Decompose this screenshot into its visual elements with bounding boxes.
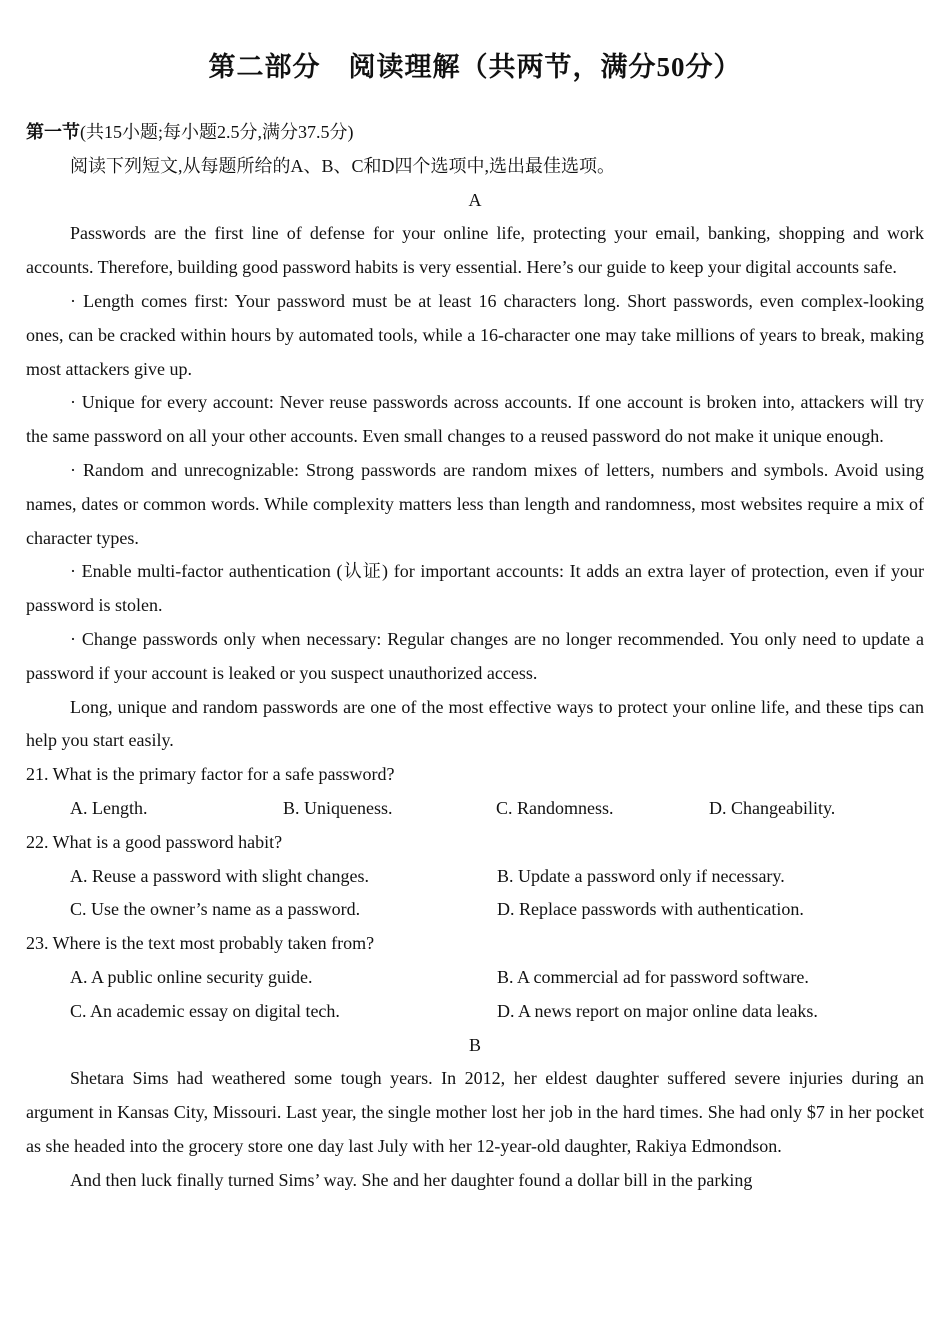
option-row [26,961,924,995]
question-21 [26,758,924,826]
question-stem: 23. Where is the text most probably taken from? [26,933,375,954]
question-stem: 22. What is a good password habit? [26,831,283,852]
option-d[interactable]: D. Replace passwords with authentication. [497,899,804,920]
option-row [26,860,924,894]
passage-a-bullet: · Length comes first: Your password must be at least 16 characters long. Short passwords, even complex-looking ones, can be cracked within hours by automated tools, while a 16-character one may take millions of years to break, making most attackers give up. [26,290,924,379]
option-c[interactable]: C. Randomness. [496,797,614,818]
option-b[interactable]: B. Uniqueness. [283,797,393,818]
option-row [26,792,924,826]
instruction: 阅读下列短文,从每题所给的A、B、C和D四个选项中,选出最佳选项。 [70,155,616,176]
option-b[interactable]: B. A commercial ad for password software. [497,966,809,987]
section-heading-line [26,116,924,150]
passage-a-bullet: · Random and unrecognizable: Strong passwords are random mixes of letters, numbers and symbols. Avoid using names, dates or common words. While complexity matters less than length and randomness, most websites require a mix of character types. [26,459,924,548]
section-note: (共15小题;每小题2.5分,满分37.5分) [80,122,354,142]
option-d[interactable]: D. A news report on major online data leaks. [497,1000,818,1021]
option-a[interactable]: A. Length. [70,797,148,818]
passage-b-label: B [468,1034,481,1055]
option-row [26,995,924,1029]
option-a[interactable]: A. Reuse a password with slight changes. [70,865,369,886]
passage-a-intro: Passwords are the first line of defense for your online life, protecting your email, banking, shopping and work accounts. Therefore, building good password habits is very essential. Here’s our guide to keep your digital accounts safe. [26,223,924,278]
option-a[interactable]: A. A public online security guide. [70,966,313,987]
option-row [26,893,924,927]
question-23 [26,927,924,1028]
passage-a-bullet: · Change passwords only when necessary: Regular changes are no longer recommended. You only need to update a password if your account is leaked or you suspect unauthorized access. [26,628,924,683]
passage-a-label: A [468,189,482,210]
passage-b-paragraph-2: And then luck finally turned Sims’ way. She and her daughter found a dollar bill in the parking [70,1169,753,1190]
question-stem: 21. What is the primary factor for a safe password? [26,764,395,785]
option-b[interactable]: B. Update a password only if necessary. [497,865,785,886]
passage-a-bullet: · Enable multi-factor authentication (认证) for important accounts: It adds an extra layer of protection, even if your password is stolen. [26,561,924,616]
section-heading: 第一节 [26,122,80,142]
question-22 [26,826,924,927]
option-d[interactable]: D. Changeability. [709,797,836,818]
passage-b-paragraph-1: Shetara Sims had weathered some tough years. In 2012, her eldest daughter suffered severe injuries during an argument in Kansas City, Missouri. Last year, the single mother lost her job in the hard times. She had only $7 in her pocket as she headed into the grocery store one day last July with her 12-year-old daughter, Rakiya Edmondson. [26,1068,924,1156]
option-c[interactable]: C. Use the owner’s name as a password. [70,899,361,920]
option-c[interactable]: C. An academic essay on digital tech. [70,1000,340,1021]
passage-a-bullet: · Unique for every account: Never reuse passwords across accounts. If one account is broken into, attackers will try the same password on all your other accounts. Even small changes to a reused password do not make it unique enough. [26,392,924,447]
part-title: 第二部分 阅读理解（共两节，满分50分） [208,52,742,82]
passage-a-conclusion: Long, unique and random passwords are one of the most effective ways to protect your online life, and these tips can help you start easily. [26,696,924,751]
